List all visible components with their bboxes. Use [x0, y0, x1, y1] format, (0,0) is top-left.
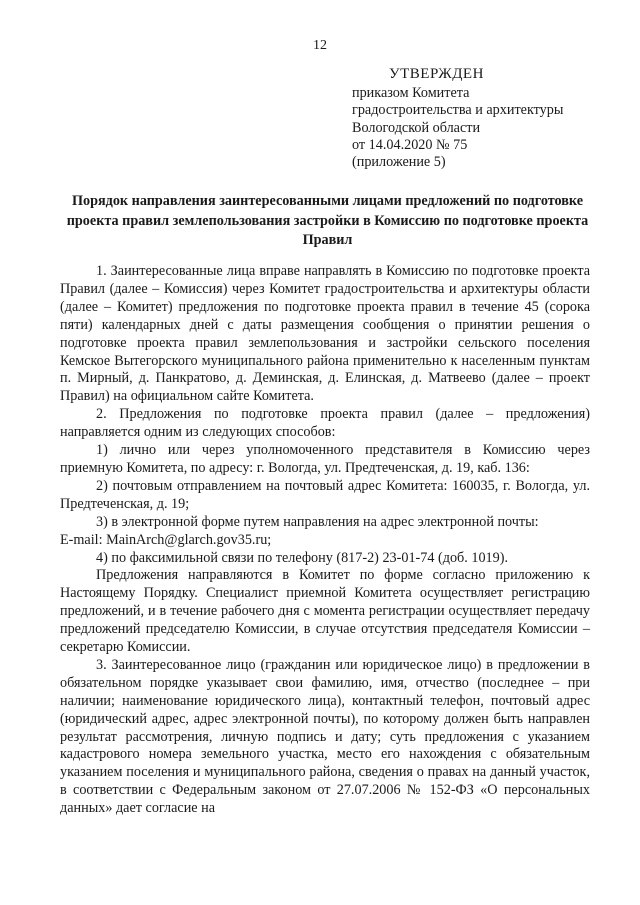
document-title: Порядок направления заинтересованными лицами предложений по подготовке проекта правил землепользования застройки в Комиссию по подготовке проекта Правил — [66, 193, 589, 248]
approval-line-committee: градостроительства и архитектуры — [352, 102, 564, 119]
approval-line-region: Вологодской области — [352, 119, 481, 136]
document-body — [60, 263, 590, 818]
paragraph-method-3: 3) в электронной форме путем направления на адрес электронной почты: — [96, 513, 539, 530]
paragraph-registration: Предложения направляются в Комитет по форме согласно приложению к Настоящему Порядку. Специалист приемной Комитета осуществляет регистрацию предложений, и в течение рабочего дня с момента регистрации осуществляет передачу предложений председателю Комиссии, в случае отсутствия председателя Комиссии – секретарю Комиссии. — [60, 567, 590, 656]
paragraph-method-1: 1) лично или через уполномоченного представителя в Комиссию через приемную Комитета, по адресу: г. Вологда, ул. Предтеченская, д. 19, каб. 136: — [60, 442, 590, 476]
paragraph-method-2: 2) почтовым отправлением на почтовый адрес Комитета: 160035, г. Вологда, ул. Предтеченская, д. 19; — [60, 477, 590, 512]
approval-line-appendix: (приложение 5) — [352, 154, 446, 171]
approval-block — [352, 66, 632, 171]
paragraph-1: 1. Заинтересованные лица вправе направлять в Комиссию по подготовке проекта Правил (далее – Комиссия) через Комитет градостроительства и архитектуры области (далее – Комитет) предложения по подготовке проекта правил в течение 45 (сорока пяти) календарных дней с даты размещения сообщения о принятии решения о подготовке проекта правил землепользования и застройки сельского поселения Кемское Вытегорского муниципального района применительно к населенным пунктам п. Мирный, д. Панкратово, д. Деминская, д. Елинская, д. Матвеево (далее – проект Правил) на официальном сайте Комитета. — [60, 263, 590, 405]
paragraph-email: E-mail: MainArch@glarch.gov35.ru; — [60, 531, 272, 548]
approval-line-date: от 14.04.2020 № 75 — [352, 136, 468, 153]
paragraph-2: 2. Предложения по подготовке проекта правил (далее – предложения) направляется одним из следующих способов: — [60, 406, 590, 441]
paragraph-3: 3. Заинтересованное лицо (гражданин или юридическое лицо) в предложении в обязательном порядке указывает свои фамилию, имя, отчество (последнее – при наличии; наименование юридического лица), контактный телефон, почтовый адрес (юридический адрес, адрес электронной почты), по которому должен быть направлен результат рассмотрения, личную подпись и дату; суть предложения с указанием кадастрового номера земельного участка, место его нахождения с обязательным указанием поселения и муниципального района, сведения о правах на данный участок, в соответствии с Федеральным законом от 27.07.2006 № 152-ФЗ «О персональных данных» дает согласие на — [60, 656, 590, 817]
page-number: 12 — [313, 38, 327, 53]
paragraph-method-4: 4) по факсимильной связи по телефону (817-2) 23-01-74 (доб. 1019). — [96, 549, 508, 566]
approval-line-order: приказом Комитета — [352, 85, 470, 102]
approval-title: УТВЕРЖДЕН — [389, 66, 484, 82]
